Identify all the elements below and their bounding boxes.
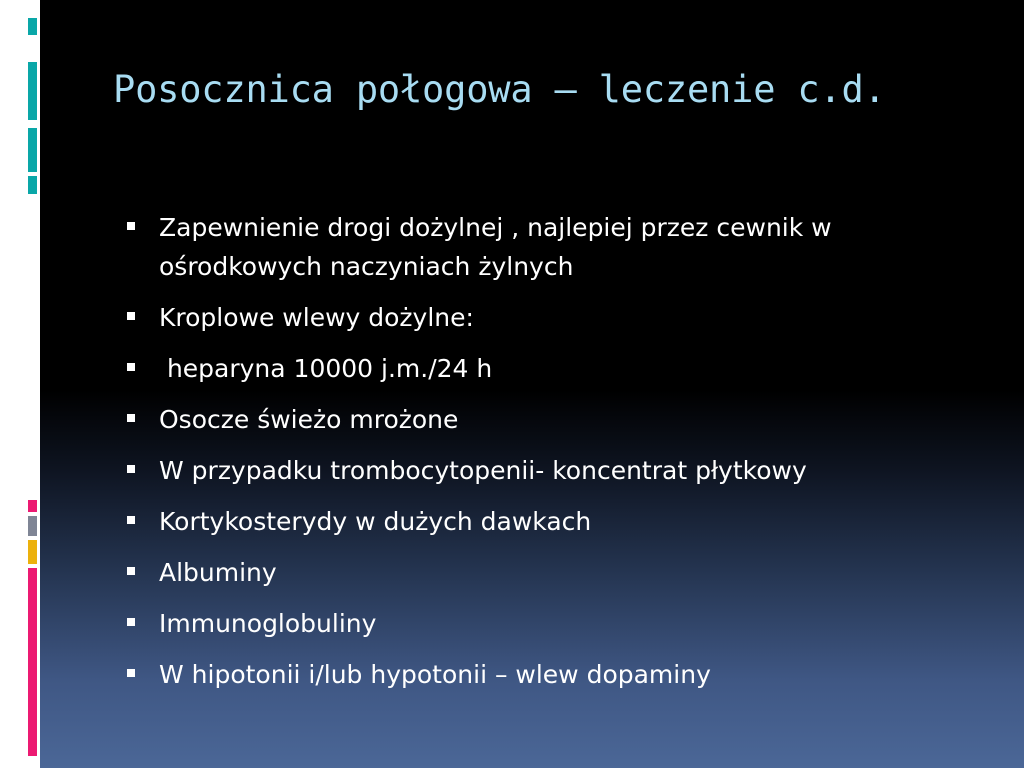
bullet-text: W hipotonii i/lub hypotonii – wlew dopaminy	[159, 660, 711, 689]
square-bullet-icon	[127, 516, 135, 524]
accent-bar-teal	[28, 18, 37, 35]
bullet-text: Osocze świeżo mrożone	[159, 405, 459, 434]
accent-bar-gold	[28, 540, 37, 564]
square-bullet-icon	[127, 669, 135, 677]
bullet-item	[124, 451, 944, 490]
bullet-item	[124, 400, 944, 439]
square-bullet-icon	[127, 618, 135, 626]
accent-bar-pink	[28, 500, 37, 512]
bullet-item	[124, 349, 944, 388]
square-bullet-icon	[127, 465, 135, 473]
bullet-text: Albuminy	[159, 558, 277, 587]
accent-bar-teal	[28, 176, 37, 194]
bullet-item	[124, 298, 944, 337]
bullet-item	[124, 655, 944, 694]
accent-bar-gray	[28, 516, 37, 536]
slide-title: Posocznica połogowa – leczenie c.d.	[113, 68, 886, 111]
bullet-item	[124, 604, 944, 643]
accent-bar-pink	[28, 568, 37, 756]
bullet-item	[124, 208, 944, 286]
square-bullet-icon	[127, 312, 135, 320]
square-bullet-icon	[127, 363, 135, 371]
bullet-text: Zapewnienie drogi dożylnej , najlepiej przez cewnik w ośrodkowych naczyniach żylnych	[159, 213, 832, 281]
bullet-item	[124, 553, 944, 592]
bullet-list	[124, 208, 944, 706]
bullet-text: Kortykosterydy w dużych dawkach	[159, 507, 592, 536]
bullet-text: Kroplowe wlewy dożylne:	[159, 303, 474, 332]
accent-bar-teal	[28, 62, 37, 120]
bullet-text: W przypadku trombocytopenii- koncentrat płytkowy	[159, 456, 807, 485]
square-bullet-icon	[127, 414, 135, 422]
bullet-text: heparyna 10000 j.m./24 h	[159, 354, 493, 383]
accent-bar-teal	[28, 128, 37, 172]
bullet-text: Immunoglobuliny	[159, 609, 377, 638]
square-bullet-icon	[127, 222, 135, 230]
square-bullet-icon	[127, 567, 135, 575]
bullet-item	[124, 502, 944, 541]
